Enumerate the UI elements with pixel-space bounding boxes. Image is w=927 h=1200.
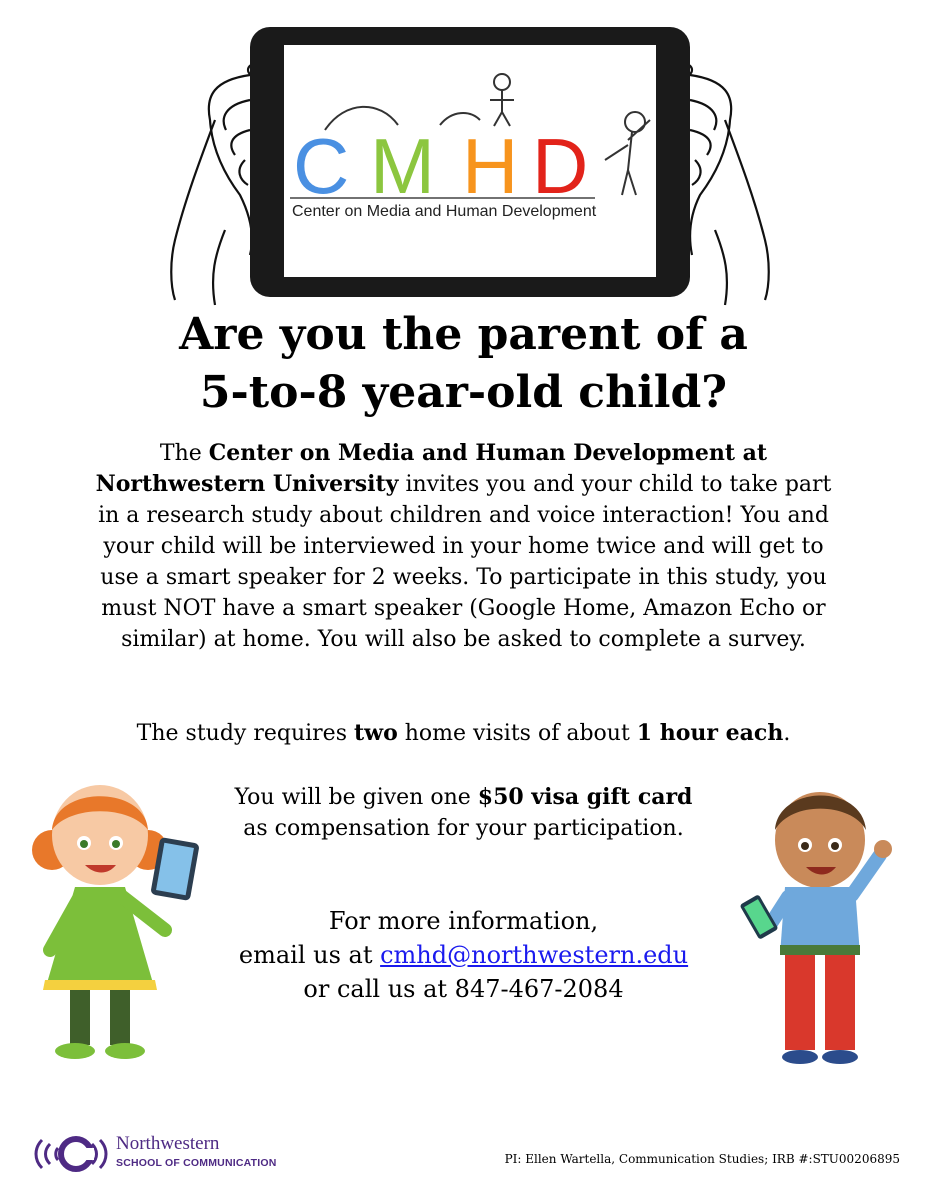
logo-letter-c: C xyxy=(293,122,350,210)
visits-pre: The study requires xyxy=(136,721,354,746)
contact-email-line xyxy=(180,938,747,972)
gift-card: $50 visa gift card xyxy=(477,784,693,810)
contact-block xyxy=(180,904,747,1006)
visits-duration: 1 hour each xyxy=(636,720,784,746)
girl-with-tablet-illustration xyxy=(20,775,210,1065)
logo-letter-h: H xyxy=(462,122,519,210)
sound-wave-icon xyxy=(36,1140,106,1168)
headline xyxy=(80,306,847,422)
gift-pre: You will be given one xyxy=(234,785,478,810)
school-name: SCHOOL OF COMMUNICATION xyxy=(116,1157,277,1169)
intro-body: invites you and your child to take part in a research study about children and voice interaction! You and your child will be interviewed in your home twice and will get to use a smart speaker for 2 weeks. To participate in this study, you must NOT have a smart speaker (Google Home, Amazon Echo or similar) at home. You will also be asked to complete a survey. xyxy=(98,472,832,652)
boy-with-phone-illustration xyxy=(740,775,920,1070)
email-link[interactable]: cmhd@northwestern.edu xyxy=(380,941,689,969)
contact-phone-line: or call us at 847-467-2084 xyxy=(303,975,624,1003)
visits-count: two xyxy=(353,720,398,746)
northwestern-logo xyxy=(30,1128,290,1178)
intro-org-name: Center on Media and Human Development at Northwestern University xyxy=(95,440,768,497)
intro-paragraph xyxy=(95,438,832,655)
visits-paragraph xyxy=(60,718,867,749)
logo-letter-m: M xyxy=(370,122,435,210)
pi-irb-note: PI: Ellen Wartella, Communication Studies; IRB #:STU00206895 xyxy=(504,1152,900,1166)
logo-subtitle: Center on Media and Human Development xyxy=(292,203,597,220)
logo-letter-d: D xyxy=(532,122,589,210)
intro-lead: The xyxy=(159,441,209,466)
gift-paragraph xyxy=(200,782,727,844)
visits-mid: home visits of about xyxy=(397,721,637,746)
visits-post: . xyxy=(783,721,791,746)
headline-line-1: Are you the parent of a xyxy=(179,309,748,360)
gift-post: as compensation for your participation. xyxy=(243,816,684,841)
contact-email-pre: email us at xyxy=(238,941,381,969)
northwestern-wordmark: Northwestern xyxy=(116,1133,220,1154)
tablet-logo-illustration xyxy=(0,0,927,320)
headline-line-2: 5-to-8 year-old child? xyxy=(199,367,728,418)
contact-line-1: For more information, xyxy=(328,907,599,935)
